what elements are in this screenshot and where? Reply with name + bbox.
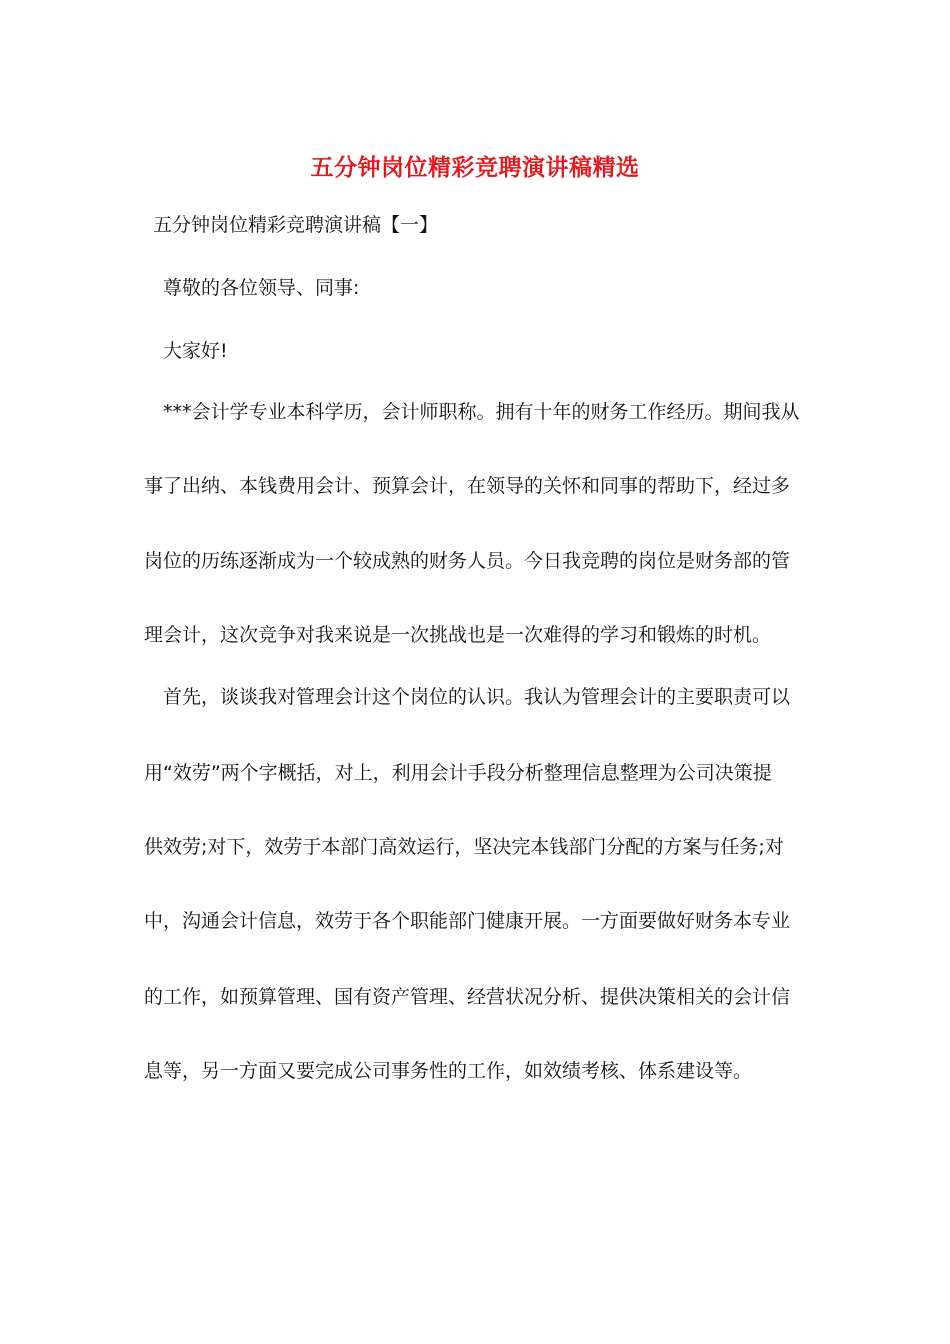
paragraph-1-line: ***会计学专业本科学历，会计师职称。拥有十年的财务工作经历。期间我从 xyxy=(163,401,800,423)
paragraph-1-line: 岗位的历练逐渐成为一个较成熟的财务人员。今日我竞聘的岗位是财务部的管 xyxy=(144,550,791,572)
paragraph-2-line: 首先，谈谈我对管理会计这个岗位的认识。我认为管理会计的主要职责可以 xyxy=(163,686,791,708)
document-title: 五分钟岗位精彩竞聘演讲稿精选 xyxy=(310,154,640,181)
paragraph-2-line: 的工作，如预算管理、国有资产管理、经营状况分析、提供决策相关的会计信 xyxy=(144,986,791,1008)
paragraph-1-line: 事了出纳、本钱费用会计、预算会计，在领导的关怀和同事的帮助下，经过多 xyxy=(144,475,791,497)
section-heading: 五分钟岗位精彩竞聘演讲稿【一】 xyxy=(153,214,439,236)
paragraph-2-line: 中，沟通会计信息，效劳于各个职能部门健康开展。一方面要做好财务本专业 xyxy=(144,910,791,932)
greeting: 大家好! xyxy=(163,340,228,362)
salutation: 尊敬的各位领导、同事: xyxy=(163,277,360,299)
paragraph-2-line: 息等，另一方面又要完成公司事务性的工作，如效绩考核、体系建设等。 xyxy=(144,1060,753,1082)
paragraph-2-line: 用“效劳”两个字概括，对上，利用会计手段分析整理信息整理为公司决策提 xyxy=(144,762,772,784)
paragraph-1-line: 理会计，这次竞争对我来说是一次挑战也是一次难得的学习和锻炼的时机。 xyxy=(144,624,772,646)
paragraph-2-line: 供效劳;对下，效劳于本部门高效运行，坚决完本钱部门分配的方案与任务;对 xyxy=(144,836,784,858)
